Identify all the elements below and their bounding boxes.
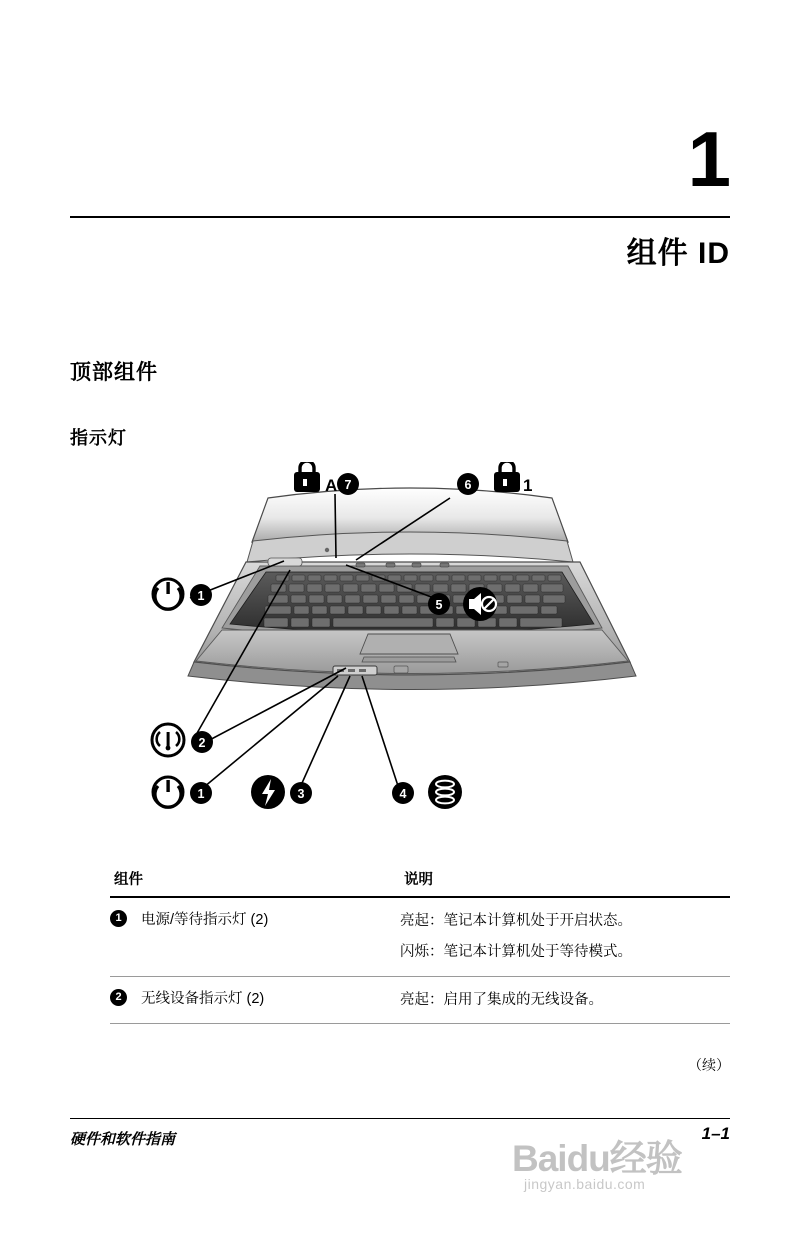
- row-description-line: 闪烁：笔记本计算机处于等待模式。: [400, 944, 632, 961]
- svg-text:2: 2: [198, 736, 206, 750]
- power-icon-top: [153, 579, 183, 609]
- svg-text:5: 5: [435, 598, 443, 612]
- chapter-title: 组件 ID: [626, 237, 730, 270]
- drive-icon: [428, 775, 462, 809]
- table-header-component: 组件: [114, 872, 143, 888]
- watermark-brand: Baidu经验: [512, 1138, 682, 1179]
- table-continued-note: （续）: [688, 1057, 730, 1073]
- header-divider: [70, 216, 730, 218]
- row-description-line: 亮起：启用了集成的无线设备。: [400, 991, 603, 1008]
- svg-text:6: 6: [464, 478, 472, 492]
- row-number-badge: 2: [110, 989, 127, 1006]
- row-component-label: 无线设备指示灯 (2): [141, 990, 265, 1007]
- svg-text:A: A: [325, 476, 338, 495]
- watermark-url: jingyan.baidu.com: [524, 1176, 646, 1192]
- components-table: [110, 868, 730, 1024]
- svg-text:4: 4: [399, 787, 407, 801]
- power-icon-bottom: [153, 777, 183, 807]
- svg-text:3: 3: [297, 787, 305, 801]
- footer-page-number: 1–1: [701, 1124, 730, 1143]
- chapter-number: 1: [687, 115, 730, 203]
- table-row: [110, 977, 730, 1024]
- svg-text:1: 1: [523, 476, 533, 495]
- section-heading: 顶部组件: [70, 361, 158, 384]
- num-lock-icon: [494, 462, 532, 495]
- caps-lock-icon: [294, 462, 337, 495]
- table-row: [110, 898, 730, 977]
- notebook-diagram: [150, 462, 670, 842]
- row-number-badge: 1: [110, 910, 127, 927]
- table-header-description: 说明: [404, 872, 433, 888]
- battery-bolt-icon: [251, 775, 285, 809]
- footer-document-title: 硬件和软件指南: [70, 1131, 176, 1148]
- svg-text:1: 1: [197, 589, 205, 603]
- wireless-icon: [152, 724, 184, 756]
- svg-text:7: 7: [344, 478, 352, 492]
- svg-text:1: 1: [197, 787, 205, 801]
- row-component-label: 电源/等待指示灯 (2): [141, 912, 269, 928]
- table-header-row: [110, 868, 730, 898]
- mute-speaker-icon: [463, 587, 497, 621]
- row-description-line: 亮起：笔记本计算机处于开启状态。: [400, 913, 632, 929]
- footer-divider: [70, 1118, 730, 1119]
- subsection-heading: 指示灯: [70, 428, 127, 448]
